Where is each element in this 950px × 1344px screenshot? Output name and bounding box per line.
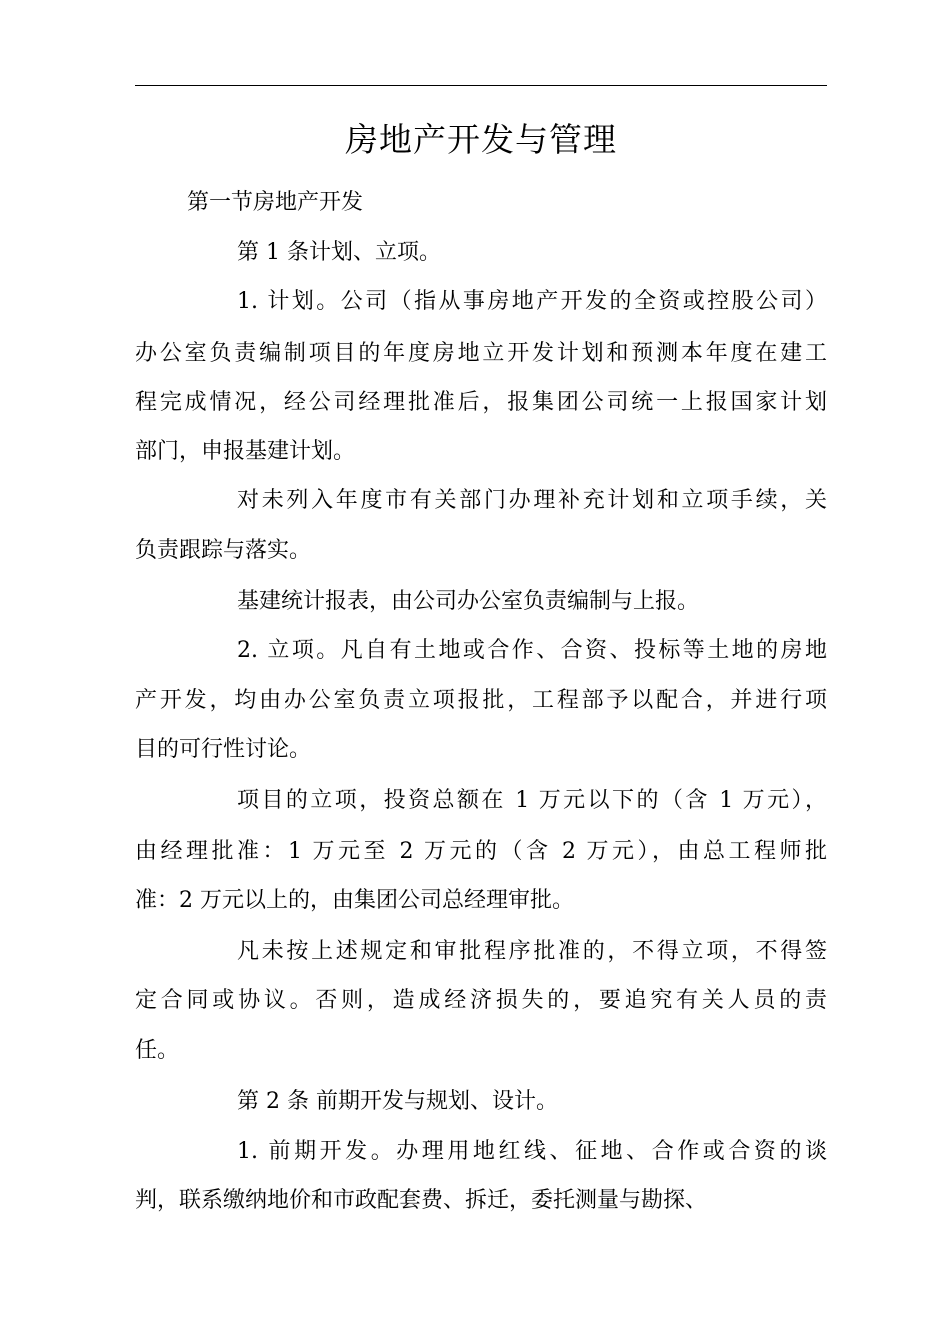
paragraph-line: 1. 前期开发。办理用地红线、征地、合作或合资的谈	[237, 1139, 827, 1164]
paragraph-line: 判，联系缴纳地价和市政配套费、拆迁，委托测量与勘探、	[135, 1188, 708, 1213]
paragraph-line: 对未列入年度市有关部门办理补充计划和立项手续，关	[237, 488, 827, 513]
paragraph-line: 定合同或协议。否则，造成经济损失的，要追究有关人员的责	[135, 988, 827, 1013]
paragraph-line: 2. 立项。凡自有土地或合作、合资、投标等土地的房地	[237, 638, 827, 663]
paragraph-line: 办公室负责编制项目的年度房地立开发计划和预测本年度在建工	[135, 341, 827, 366]
paragraph-line: 准：2 万元以上的，由集团公司总经理审批。	[135, 888, 574, 913]
paragraph-line: 产开发，均由办公室负责立项报批，工程部予以配合，并进行项	[135, 688, 827, 713]
document-title: 房地产开发与管理	[345, 120, 617, 159]
paragraph-line: 负责跟踪与落实。	[135, 538, 312, 563]
paragraph-line: 项目的立项，投资总额在 1 万元以下的（含 1 万元），	[237, 788, 827, 813]
section-heading: 第一节房地产开发	[187, 190, 364, 215]
paragraph-line: 基建统计报表，由公司办公室负责编制与上报。	[237, 589, 700, 614]
paragraph-line: 程完成情况，经公司经理批准后，报集团公司统一上报国家计划	[135, 390, 827, 415]
article-2-heading: 第 2 条 前期开发与规划、设计。	[237, 1089, 558, 1114]
paragraph-line: 由经理批准：1 万元至 2 万元的（含 2 万元），由总工程师批	[135, 839, 827, 864]
paragraph-line: 任。	[135, 1038, 180, 1063]
paragraph-line: 凡未按上述规定和审批程序批准的，不得立项，不得签	[237, 939, 827, 964]
paragraph-line: 1. 计划。公司（指从事房地产开发的全资或控股公司）	[237, 289, 827, 314]
paragraph-line: 部门，申报基建计划。	[135, 439, 356, 464]
paragraph-line: 目的可行性讨论。	[135, 737, 312, 762]
header-rule	[135, 85, 827, 86]
article-1-heading: 第 1 条计划、立项。	[237, 240, 441, 265]
